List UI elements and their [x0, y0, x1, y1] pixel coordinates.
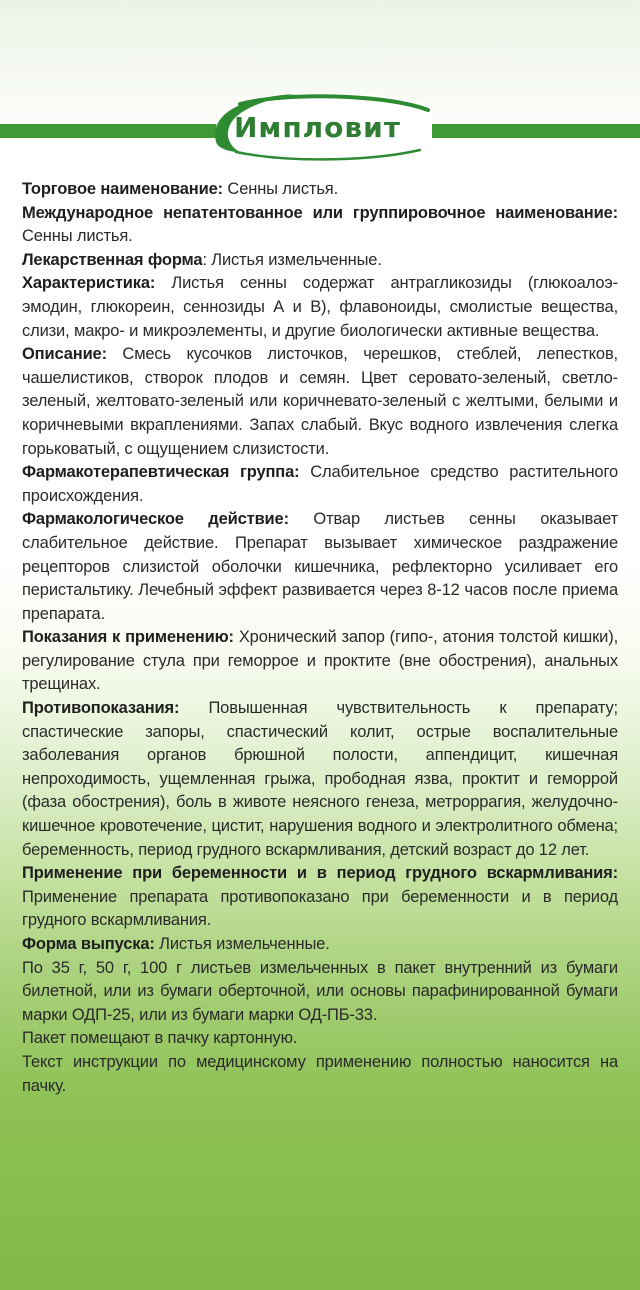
section-label: Международное непатентованное или группировочное наименование: [22, 203, 618, 222]
section-text: Сенны листья. [22, 227, 133, 246]
packaging-paragraph: По 35 г, 50 г, 100 г листьев измельченных в пакет внутренний из бумаги билетной, или из бумаги оберточной, или основы парафинированной бумаги марки ОДП-25, или из бумаги марки ОД-ПБ-33. [22, 958, 618, 1024]
section-label: Характеристика: [22, 274, 156, 293]
section-pharmacological-action [22, 508, 618, 626]
section-characteristics [22, 272, 618, 343]
section-text: Смесь кусочков листочков, черешков, стеблей, лепестков, чашелистиков, створок плодов и семян. Цвет серовато-зеленый, светло-зеленый, желтовато-зеленый или коричневато-зеленый с желтыми, белыми и коричневыми вкраплениями. Запах слабый. Вкус водного извлечения слегка горьковатый, с ощущением слизистости. [22, 345, 618, 458]
section-inn [22, 202, 618, 249]
section-release-form [22, 933, 618, 957]
section-contraindications [22, 697, 618, 862]
section-text: Отвар листьев сенны оказывает слабительное действие. Препарат вызывает химическое раздражение рецепторов слизистой оболочки кишечника, рефлекторно усиливает его перистальтику. Лечебный эффект развивается через 8-12 часов после приема препарата. [22, 510, 618, 623]
section-label: Форма выпуска: [22, 935, 155, 953]
section-label: Показания к применению: [22, 628, 234, 647]
instruction-text [22, 178, 618, 1098]
section-label: Противопоказания: [22, 699, 180, 718]
instruction-note-paragraph: Текст инструкции по медицинскому применению полностью наносится на пачку. [22, 1052, 618, 1095]
section-indications [22, 626, 618, 697]
section-text: : Листья измельченные. [202, 250, 382, 269]
section-dosage-form [22, 249, 618, 273]
section-trade-name [22, 178, 618, 202]
section-label: Описание: [22, 345, 107, 364]
section-text: Сенны листья. [223, 180, 339, 198]
section-text: Хронический запор (гипо-, атония толстой кишки), регулирование стула при геморрое и проктите (вне обострения), анальных трещинах. [22, 628, 619, 694]
section-label: Торговое наименование: [22, 180, 223, 198]
section-label: Применение при беременности и в период грудного вскармливания: [22, 864, 618, 883]
section-text: Повышенная чувствительность к препарату; спастические запоры, спастический колит, острые воспалительные заболевания органов брюшной полости, аппендицит, кишечная непроходимость, ущемленная грыжа, прободная язва, проктит и геморрой (фаза обострения), боль в животе неясного генеза, метроррагия, желудочно-кишечное кровотечение, цистит, нарушения водного и электролитного обмена; беременность, период грудного вскармливания, детский возраст до 12 лет. [22, 699, 618, 859]
section-text: Листья сенны содержат антрагликозиды (глюкоалоэ-эмодин, глюкореин, сеннозиды А и В), флавоноиды, смолистые вещества, слизи, макро- и микроэлементы, и другие биологически активные вещества. [22, 274, 618, 340]
section-label: Лекарственная форма [22, 250, 203, 269]
section-text: Листья измельченные. [154, 935, 330, 953]
packaging-box-paragraph: Пакет помещают в пачку картонную. [22, 1029, 298, 1048]
section-text: Применение препарата противопоказано при беременности и в период грудного вскармливания. [22, 887, 618, 930]
logo-wordmark: Импловит [234, 111, 401, 144]
section-pregnancy [22, 862, 618, 933]
section-pharmacotherapeutic-group [22, 461, 618, 508]
section-description [22, 343, 618, 461]
brand-logo [206, 88, 438, 170]
section-label: Фармакологическое действие: [22, 510, 289, 529]
section-text: Слабительное средство растительного происхождения. [22, 463, 618, 505]
section-label: Фармакотерапевтическая группа: [22, 463, 300, 482]
